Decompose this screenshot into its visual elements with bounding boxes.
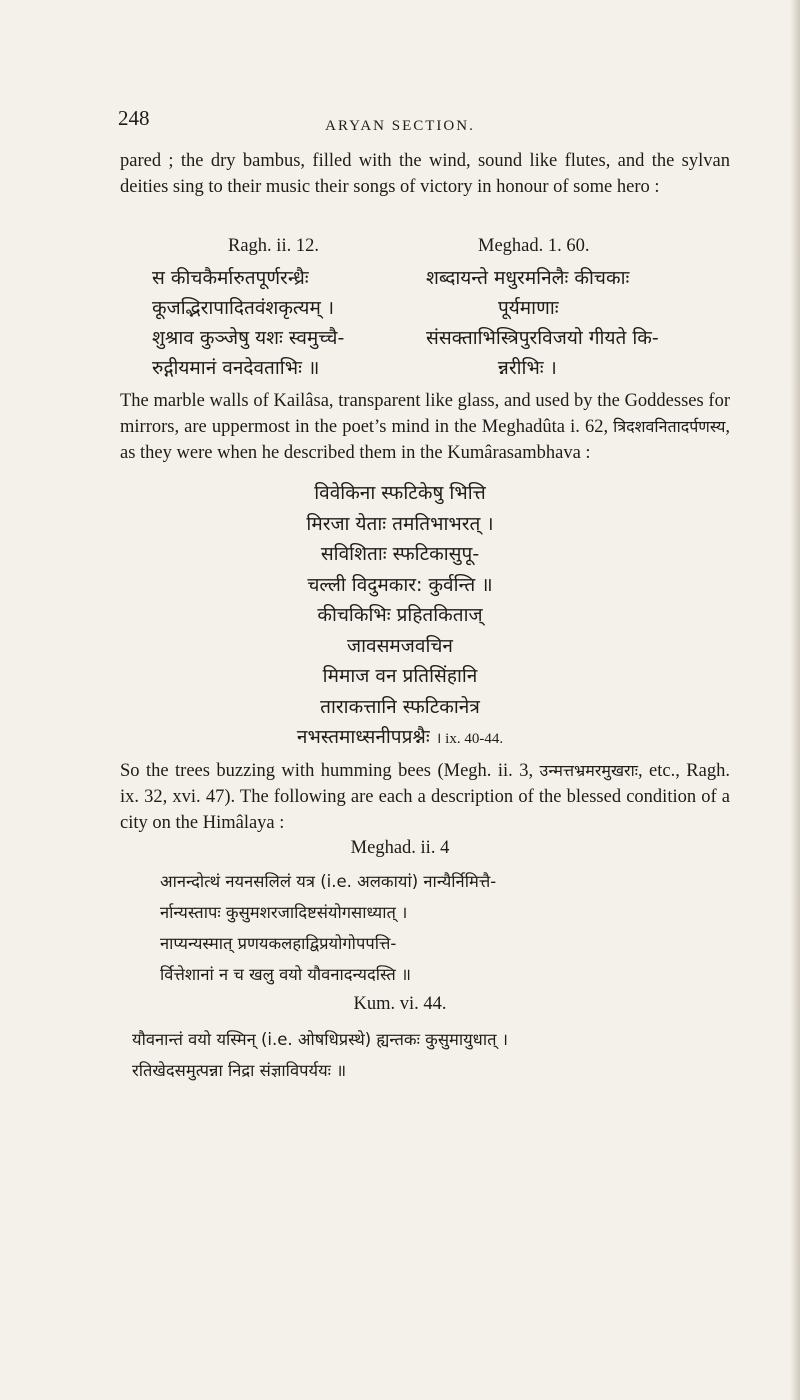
verse-line: र्नान्यस्तापः कुसुमशरजादिष्टसंयोगसाध्यात् ।: [160, 903, 408, 922]
verse-line: न्नरीभिः ।: [498, 357, 557, 379]
verse-line: कीचकिभिः प्रहितकिताज्: [317, 604, 483, 626]
verse-line: मिरजा येताः तमतिभाभरत् ।: [306, 512, 494, 535]
verse-ragh: [152, 263, 344, 383]
verse-line: सविशिताः स्फटिकासुपू-: [320, 543, 480, 565]
paragraph-2: [120, 388, 730, 466]
verse-meghad-1: [426, 263, 659, 383]
verse-line: स कीचकैर्मारुतपूर्णरन्ध्रैः: [152, 267, 309, 289]
page-number: 248: [118, 106, 150, 130]
ref-kum: Kum. vi. 44.: [353, 994, 447, 1014]
para2-text: The marble walls of Kailâsa, transparent like glass, and used by the Goddesses for mirrors, are uppermost in the poet’s mind in the Meghadûta i. 62,: [120, 391, 730, 437]
ref-meghad-1: Meghad. 1. 60.: [478, 236, 590, 256]
para3-text-end: , etc., Ragh. ix. 32, xvi. 47). The following are each a description of the blessed condition of a city on the Himâlaya :: [120, 761, 730, 833]
verse-line: ताराकत्तानि स्फटिकानेत्र: [320, 695, 480, 718]
verse-line: नाप्यन्यस्मात् प्रणयकलहाद्विप्रयोगोपपत्ति-: [160, 934, 397, 953]
verse-line-text: नभस्तमाध्सनीपप्रश्नैः: [296, 726, 430, 748]
verse-line: [0, 722, 800, 755]
verse-line: संसक्ताभिस्त्रिपुरविजयो गीयते कि-: [426, 327, 659, 349]
verse-line: विवेकिना स्फटिकेषु भित्ति: [314, 482, 486, 504]
verse-line: जावसमजवचिन: [347, 634, 453, 657]
verse-line: चल्ली विदुमकार: कुर्वन्ति ॥: [307, 573, 493, 596]
verse-line: र्वित्तेशानां न च खलु वयो यौवनादन्यदस्ति ॥: [160, 965, 411, 984]
para2-sanskrit: त्रिदशवनितादर्पणस्य: [613, 417, 726, 436]
verse-line: रुद्गीयमानं वनदेवताभिः ॥: [152, 357, 320, 379]
para2-text-end: , as they were when he described them in the Kumârasambhava :: [120, 417, 730, 463]
verse-line: शुश्राव कुञ्जेषु यशः स्वमुच्चै-: [152, 327, 345, 349]
paragraph-1: pared ; the dry bambus, filled with the wind, sound like flutes, and the sylvan deities sing to their music their songs of victory in honour of some hero :: [120, 151, 730, 197]
verse-line: पूर्यमाणाः: [498, 297, 559, 319]
verse-line: कूजद्भिरापादितवंशकृत्यम् ।: [152, 297, 335, 319]
paragraph-3: [120, 758, 730, 836]
verse-reference: । ix. 40-44.: [435, 731, 504, 747]
page-binding-shadow: [790, 0, 800, 1400]
ref-ragh: Ragh. ii. 12.: [228, 236, 319, 256]
verse-line: शब्दायन्ते मधुरमनिलैः कीचकाः: [426, 267, 630, 289]
para3-text: So the trees buzzing with humming bees (Megh. ii. 3,: [120, 761, 534, 781]
verse-meghad-2: [160, 866, 496, 990]
verse-line: यौवनान्तं वयो यस्मिन् (i.e. ओषधिप्रस्थे) ह्यन्तकः कुसुमायुधात् ।: [132, 1030, 509, 1049]
verse-kumarasambhava: [0, 478, 800, 755]
verse-line: आनन्दोत्थं नयनसलिलं यत्र (i.e. अलकायां) नान्यैर्निमित्तै-: [160, 872, 497, 891]
para3-sanskrit: उन्मत्तभ्रमरमुखराः: [539, 761, 638, 780]
verse-kum: [132, 1024, 508, 1086]
verse-line: रतिखेदसमुत्पन्ना निद्रा संज्ञाविपर्ययः ॥: [132, 1061, 347, 1080]
running-header: ARYAN SECTION.: [325, 118, 475, 134]
ref-meghad-2: Meghad. ii. 4: [350, 838, 450, 858]
verse-line: मिमाज वन प्रतिसिंहानि: [322, 665, 478, 687]
